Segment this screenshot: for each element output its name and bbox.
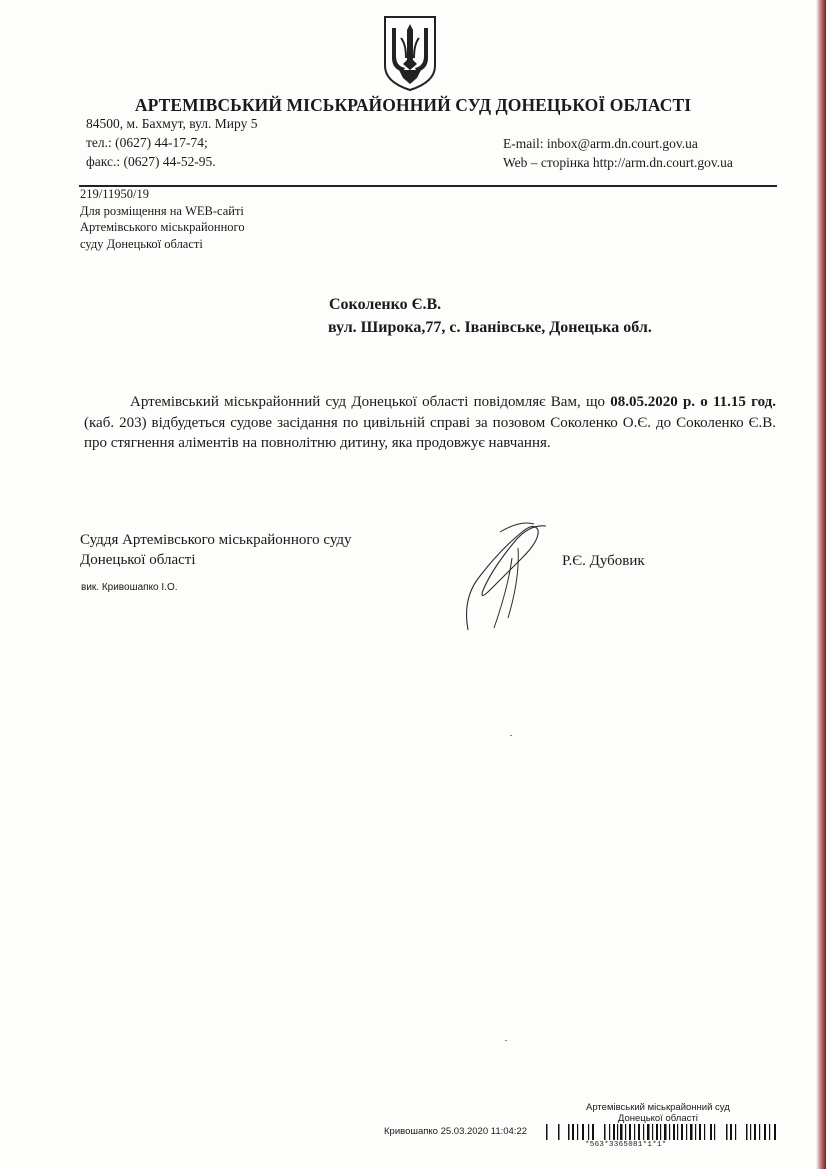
notice-body [84, 392, 776, 454]
judge-title [80, 530, 352, 570]
recipient-name: Соколенко Є.В. [329, 296, 442, 313]
recipient-address: вул. Широка,77, с. Іванівське, Донецька обл. [328, 319, 652, 336]
barcode-icon [546, 1124, 778, 1140]
stamp-court-line-2: Донецької області [617, 1113, 698, 1124]
recipient-block [329, 293, 652, 339]
purpose-line-3: суду Донецької області [80, 236, 203, 251]
judge-title-line-2: Донецької області [80, 552, 196, 568]
court-address-block [86, 114, 257, 171]
court-phone: тел.: (0627) 44-17-74; [86, 135, 208, 150]
case-reference: 219/11950/19 [80, 187, 149, 201]
purpose-line-2: Артемівського міськрайонного [80, 220, 245, 234]
notice-text-end: (каб. 203) відбудеться судове засідання по цивільній справі за позовом Соколенко О.Є. до Соколенко Є.В. про стягнення аліментів на повнолітню дитину, яка продовжує навчання. [84, 414, 776, 451]
purpose-line-1: Для розміщення на WEB-сайті [80, 203, 244, 218]
scan-speck [510, 735, 512, 736]
handwritten-signature [460, 518, 550, 638]
judge-title-line-1: Суддя Артемівського міськрайонного суду [80, 532, 352, 548]
court-contacts-block [503, 134, 733, 172]
scan-edge [816, 0, 826, 1169]
judge-name: Р.Є. Дубовик [562, 553, 645, 569]
hearing-date-time: 08.05.2020 р. о 11.15 год. [610, 394, 776, 410]
barcode-number: *563*3365081*1*1* [585, 1141, 667, 1149]
document-meta [80, 186, 245, 252]
stamp-court-line-1: Артемівський міськрайонний суд [586, 1102, 730, 1113]
court-website: Web – сторінка http://arm.dn.court.gov.ua [503, 155, 733, 170]
executor-note: вик. Кривошапко І.О. [81, 582, 178, 593]
trident-emblem-icon [381, 14, 439, 92]
court-title: АРТЕМІВСЬКИЙ МІСЬКРАЙОННИЙ СУД ДОНЕЦЬКОЇ ОБЛАСТІ [134, 95, 692, 115]
court-fax: факс.: (0627) 44-52-95. [86, 154, 216, 169]
scan-speck [505, 1040, 507, 1041]
registration-stamp-court [586, 1102, 730, 1124]
notice-text-start: Артемівський міськрайонний суд Донецької області повідомляє Вам, що [130, 394, 611, 410]
registration-clerk-date: Кривошапко 25.03.2020 11:04:22 [384, 1126, 528, 1137]
court-address: 84500, м. Бахмут, вул. Миру 5 [86, 116, 258, 131]
court-email: E-mail: inbox@arm.dn.court.gov.ua [503, 136, 698, 151]
